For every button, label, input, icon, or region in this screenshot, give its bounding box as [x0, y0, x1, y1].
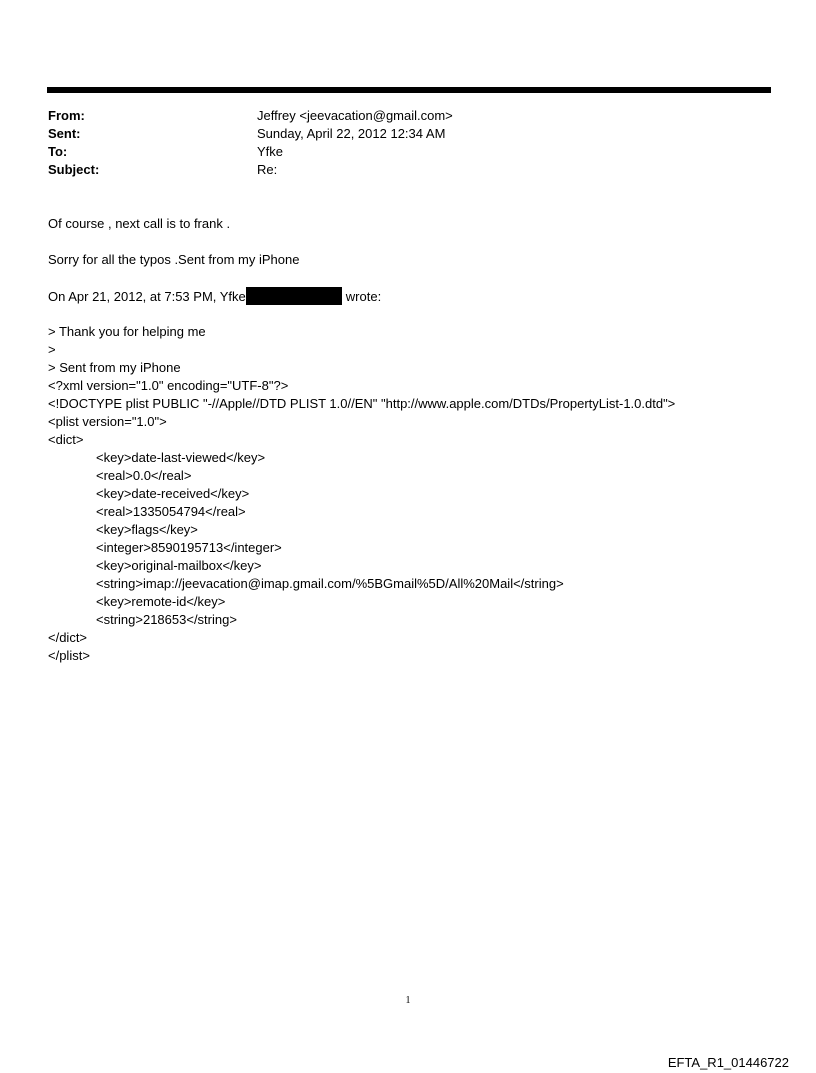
xml-line: <real>1335054794</real>: [96, 504, 246, 519]
from-value: Jeffrey <jeevacation@gmail.com>: [257, 108, 453, 123]
subject-value: Re:: [257, 162, 278, 177]
xml-line: </dict>: [48, 630, 88, 645]
redaction-block: [246, 287, 342, 305]
bates-number: EFTA_R1_01446722: [667, 1055, 789, 1070]
xml-line: <?xml version="1.0" encoding="UTF-8"?>: [48, 378, 289, 393]
xml-line: <key>date-last-viewed</key>: [96, 450, 266, 465]
quote-intro: [48, 287, 381, 306]
xml-line: <plist version="1.0">: [48, 414, 167, 429]
xml-line: <string>imap://jeevacation@imap.gmail.com/%5BGmail%5D/All%20Mail</string>: [96, 576, 564, 591]
xml-line: <real>0.0</real>: [96, 468, 192, 483]
header-rule: [47, 87, 771, 93]
body-line-signature: Sorry for all the typos .Sent from my iPhone: [48, 252, 300, 267]
xml-line: <integer>8590195713</integer>: [96, 540, 282, 555]
xml-line: <key>date-received</key>: [96, 486, 250, 501]
quote-intro-wrote: wrote:: [345, 289, 382, 304]
page-number: 1: [405, 995, 411, 1006]
xml-line: <string>218653</string>: [96, 612, 237, 627]
from-label: From:: [48, 108, 85, 123]
to-label: To:: [48, 144, 68, 159]
to-value: Yfke: [257, 144, 284, 159]
quoted-line: >: [48, 342, 56, 357]
quoted-line: > Thank you for helping me: [48, 324, 206, 339]
xml-line: </plist>: [48, 648, 90, 663]
xml-line: <key>flags</key>: [96, 522, 198, 537]
body-line-reply: Of course , next call is to frank .: [48, 216, 231, 231]
sent-label: Sent:: [48, 126, 81, 141]
xml-line: <!DOCTYPE plist PUBLIC "-//Apple//DTD PLIST 1.0//EN" "http://www.apple.com/DTDs/PropertyList-1.0.dtd">: [48, 396, 676, 411]
xml-line: <key>original-mailbox</key>: [96, 558, 262, 573]
quoted-line: > Sent from my iPhone: [48, 360, 181, 375]
quote-intro-text: On Apr 21, 2012, at 7:53 PM, Yfke: [48, 289, 246, 304]
xml-line: <key>remote-id</key>: [96, 594, 226, 609]
subject-label: Subject:: [48, 162, 100, 177]
xml-line: <dict>: [48, 432, 84, 447]
sent-value: Sunday, April 22, 2012 12:34 AM: [257, 126, 446, 141]
